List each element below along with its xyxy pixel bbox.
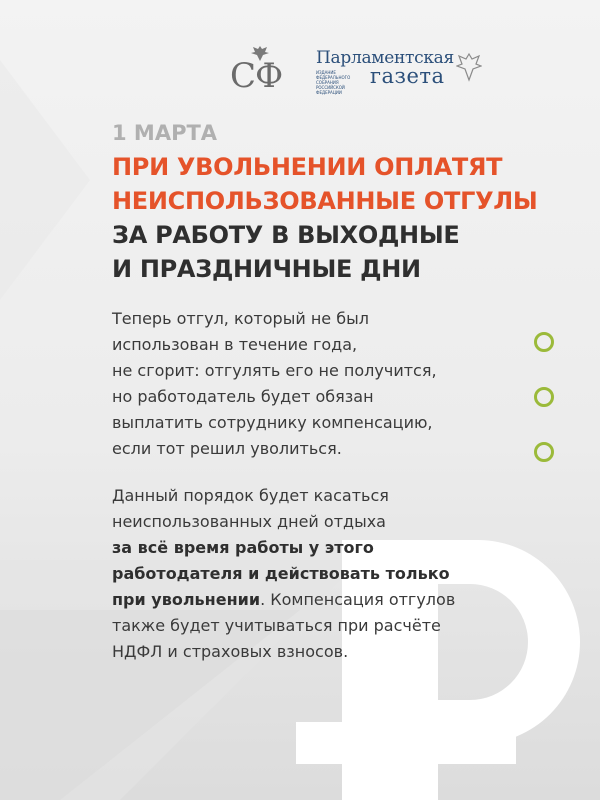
paragraph-line-mixed: [112, 587, 455, 613]
headline-accent-line: НЕИСПОЛЬЗОВАННЫЕ ОТГУЛЫ: [112, 187, 538, 215]
headline-accent-line: ПРИ УВОЛЬНЕНИИ ОПЛАТЯТ: [112, 153, 503, 181]
paragraph-line: НДФЛ и страховых взносов.: [112, 642, 349, 661]
pg-title-line1: Парламентская: [316, 48, 454, 68]
paragraph-line: неиспользованных дней отдыха: [112, 512, 386, 531]
date-label: 1 МАРТА: [112, 121, 218, 145]
eagle-icon: [456, 52, 482, 82]
paragraph-line: Теперь отгул, который не был: [112, 309, 369, 328]
pg-title-line2: газета: [370, 64, 445, 88]
logos-row: [228, 44, 454, 96]
headline-accent: [112, 150, 537, 218]
paragraph-line: но работодатель будет обязан: [112, 387, 374, 406]
circle-icon: [534, 442, 554, 462]
bold-text: за всё время работы у этого: [112, 538, 374, 557]
headline-main-line: ЗА РАБОТУ В ВЫХОДНЫЕ: [112, 221, 460, 249]
bold-text: работодателя и действовать только: [112, 564, 450, 583]
headline-main: [112, 218, 460, 286]
bg-stripe-3: [0, 60, 90, 300]
paragraph-1: [112, 306, 437, 462]
paragraph-line: также будет учитываться при расчёте: [112, 616, 441, 635]
pg-small-text: ИЗДАНИЕ ФЕДЕРАЛЬНОГО СОБРАНИЯ РОССИЙСКОЙ ФЕДЕРАЦИИ: [316, 70, 351, 95]
circle-icon: [534, 332, 554, 352]
circle-icon: [534, 387, 554, 407]
parliament-gazette-logo: [316, 48, 486, 95]
paragraph-line-bold: [112, 535, 455, 561]
sf-logo: [228, 44, 298, 94]
regular-text: . Компенсация отгулов: [260, 590, 456, 609]
paragraph-line-bold: [112, 561, 455, 587]
paragraph-line: не сгорит: отгулять его не получится,: [112, 361, 437, 380]
paragraph-line: использован в течение года,: [112, 335, 358, 354]
headline-main-line: И ПРАЗДНИЧНЫЕ ДНИ: [112, 255, 421, 283]
paragraph-2: [112, 483, 455, 665]
bold-text: при увольнении: [112, 590, 261, 609]
paragraph-line: если тот решил уволиться.: [112, 439, 342, 458]
sf-letters: СФ: [230, 56, 283, 96]
paragraph-line: выплатить сотруднику компенсацию,: [112, 413, 433, 432]
paragraph-line: Данный порядок будет касаться: [112, 486, 389, 505]
